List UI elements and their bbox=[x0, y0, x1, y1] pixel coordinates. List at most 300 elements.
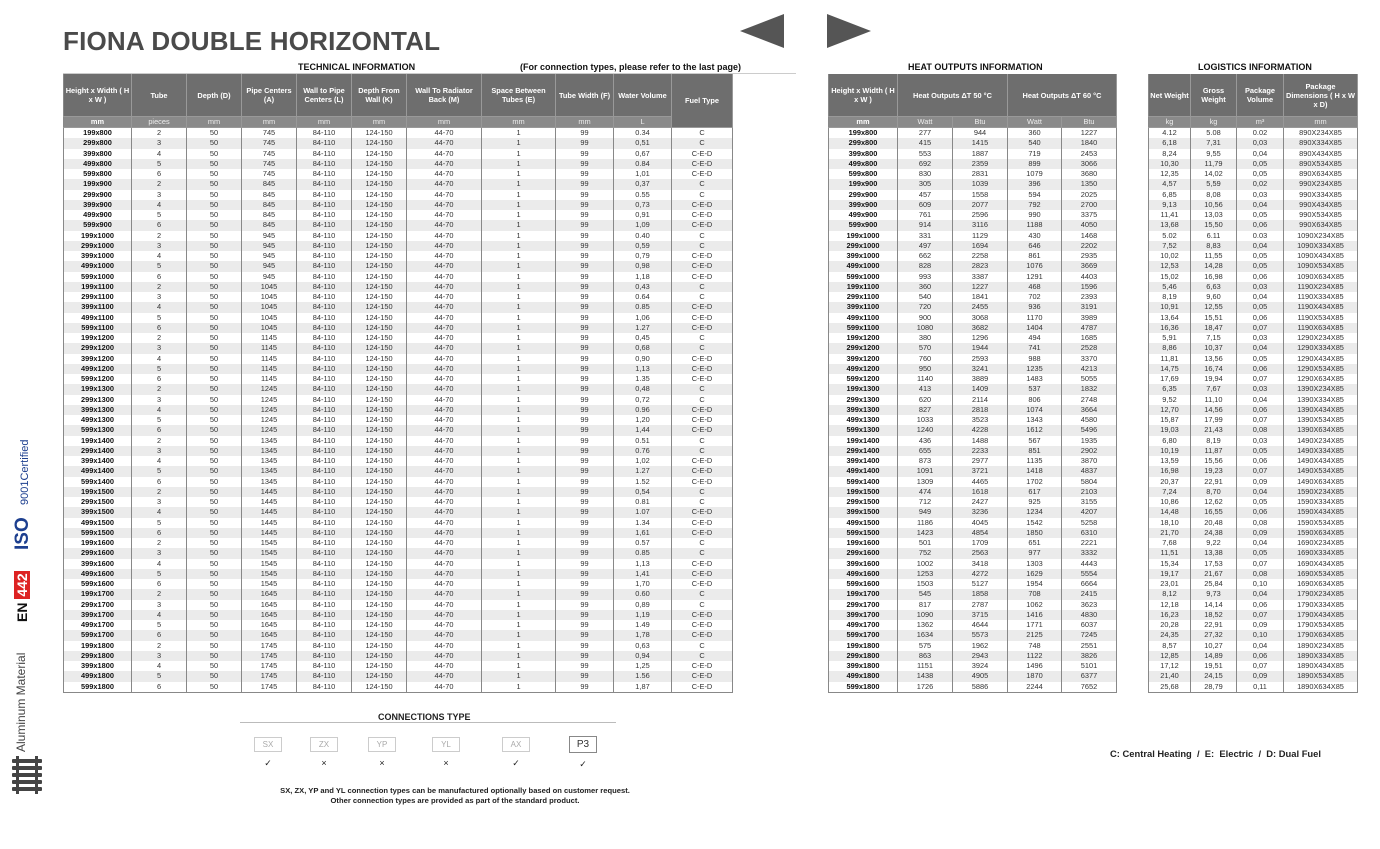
table-cell: 0,05 bbox=[1237, 251, 1284, 261]
table-cell: 3 bbox=[132, 395, 187, 405]
table-row bbox=[1149, 651, 1358, 661]
table-row bbox=[1149, 456, 1358, 466]
table-cell: C-E-D bbox=[672, 477, 733, 487]
table-cell: 545 bbox=[898, 589, 953, 599]
table-cell: 1303 bbox=[1008, 559, 1062, 569]
table-cell: 1 bbox=[482, 405, 556, 415]
table-cell: 22,91 bbox=[1191, 620, 1237, 630]
table-cell: 1140 bbox=[898, 374, 953, 384]
table-cell: 199x1800 bbox=[64, 641, 132, 651]
table-cell: 299x1200 bbox=[64, 343, 132, 353]
table-row bbox=[829, 251, 1117, 261]
table-cell: 99 bbox=[556, 374, 614, 384]
table-cell: 50 bbox=[187, 282, 242, 292]
table-cell: 50 bbox=[187, 641, 242, 651]
table-cell: 3 bbox=[132, 343, 187, 353]
triangle-right-icon[interactable] bbox=[827, 14, 871, 48]
table-cell: 1445 bbox=[242, 497, 297, 507]
table-cell: 1.56 bbox=[614, 671, 672, 681]
table-cell: 1 bbox=[482, 671, 556, 681]
table-cell: 399x1100 bbox=[829, 302, 898, 312]
table-cell: 124-150 bbox=[352, 395, 407, 405]
table-cell: 84-110 bbox=[297, 159, 352, 169]
en442-logo bbox=[14, 571, 30, 622]
table-cell: 1290X434X85 bbox=[1284, 354, 1358, 364]
table-cell: 44-70 bbox=[407, 200, 482, 210]
table-cell: 1890X634X85 bbox=[1284, 682, 1358, 693]
table-cell: 1145 bbox=[242, 333, 297, 343]
table-cell: 50 bbox=[187, 354, 242, 364]
table-cell: 1590X234X85 bbox=[1284, 487, 1358, 497]
table-row bbox=[1149, 251, 1358, 261]
table-cell: 50 bbox=[187, 190, 242, 200]
table-cell: 499x1400 bbox=[64, 466, 132, 476]
table-cell: 84-110 bbox=[297, 231, 352, 241]
table-cell: 1235 bbox=[1008, 364, 1062, 374]
table-cell: 28,79 bbox=[1191, 682, 1237, 693]
table-cell: 20,48 bbox=[1191, 518, 1237, 528]
triangle-left-icon[interactable] bbox=[740, 14, 784, 48]
table-cell: 0.81 bbox=[614, 497, 672, 507]
table-cell: 84-110 bbox=[297, 292, 352, 302]
table-cell: 10,19 bbox=[1149, 446, 1191, 456]
table-cell: 1 bbox=[482, 651, 556, 661]
table-cell: 99 bbox=[556, 682, 614, 693]
table-cell: C-E-D bbox=[672, 559, 733, 569]
table-cell: 1129 bbox=[953, 231, 1008, 241]
table-cell: 99 bbox=[556, 343, 614, 353]
table-cell: 2453 bbox=[1062, 149, 1117, 159]
table-cell: 13,56 bbox=[1191, 354, 1237, 364]
table-cell: 499x900 bbox=[64, 210, 132, 220]
table-cell: 0,09 bbox=[1237, 620, 1284, 630]
table-cell: 570 bbox=[898, 343, 953, 353]
table-cell: 99 bbox=[556, 149, 614, 159]
table-cell: 50 bbox=[187, 149, 242, 159]
table-cell: 1690X334X85 bbox=[1284, 548, 1358, 558]
table-cell: C bbox=[672, 138, 733, 148]
unit-kg: kg bbox=[1149, 117, 1191, 128]
table-cell: 399x1400 bbox=[64, 456, 132, 466]
table-cell: 50 bbox=[187, 538, 242, 548]
table-row bbox=[64, 374, 733, 384]
table-row bbox=[1149, 620, 1358, 630]
table-cell: 993 bbox=[898, 272, 953, 282]
table-cell: 299x1200 bbox=[829, 343, 898, 353]
table-cell: 745 bbox=[242, 149, 297, 159]
table-row bbox=[829, 477, 1117, 487]
connections-note bbox=[240, 786, 670, 806]
table-cell: 0,05 bbox=[1237, 210, 1284, 220]
table-cell: 1190X634X85 bbox=[1284, 323, 1358, 333]
table-row bbox=[1149, 333, 1358, 343]
table-cell: 599x1400 bbox=[829, 477, 898, 487]
connection-p3 bbox=[563, 734, 603, 770]
table-cell: 599x1500 bbox=[829, 528, 898, 538]
table-cell: 50 bbox=[187, 333, 242, 343]
table-cell: C-E-D bbox=[672, 261, 733, 271]
table-cell: 2700 bbox=[1062, 200, 1117, 210]
table-cell: 50 bbox=[187, 200, 242, 210]
table-row bbox=[829, 200, 1117, 210]
cross-icon: × bbox=[443, 758, 449, 768]
table-cell: 50 bbox=[187, 241, 242, 251]
table-row bbox=[1149, 190, 1358, 200]
connections-title: CONNECTIONS TYPE bbox=[378, 712, 471, 722]
table-cell: C-E-D bbox=[672, 354, 733, 364]
table-cell: 4 bbox=[132, 507, 187, 517]
table-cell: 4 bbox=[132, 559, 187, 569]
table-cell: 1045 bbox=[242, 313, 297, 323]
table-cell: 817 bbox=[898, 600, 953, 610]
table-cell: 50 bbox=[187, 456, 242, 466]
iso-cert-label: 9001Certified bbox=[19, 439, 31, 505]
table-cell: 745 bbox=[242, 169, 297, 179]
table-cell: 1033 bbox=[898, 415, 953, 425]
table-cell: C-E-D bbox=[672, 364, 733, 374]
table-cell: 11,10 bbox=[1191, 395, 1237, 405]
table-cell: 84-110 bbox=[297, 671, 352, 681]
table-cell: 1390X434X85 bbox=[1284, 405, 1358, 415]
table-cell: C bbox=[672, 241, 733, 251]
table-cell: 3989 bbox=[1062, 313, 1117, 323]
table-cell: C bbox=[672, 436, 733, 446]
table-row bbox=[64, 600, 733, 610]
table-cell: 0,06 bbox=[1237, 313, 1284, 323]
table-row bbox=[829, 518, 1117, 528]
table-cell: 44-70 bbox=[407, 548, 482, 558]
table-cell: 1415 bbox=[953, 138, 1008, 148]
table-cell: 17,12 bbox=[1149, 661, 1191, 671]
table-cell: 4 bbox=[132, 610, 187, 620]
table-row bbox=[1149, 210, 1358, 220]
table-row bbox=[1149, 395, 1358, 405]
table-cell: 299x1100 bbox=[829, 292, 898, 302]
table-cell: C-E-D bbox=[672, 220, 733, 230]
table-cell: 0,11 bbox=[1237, 682, 1284, 693]
table-cell: 24,35 bbox=[1149, 630, 1191, 640]
table-cell: 3682 bbox=[953, 323, 1008, 333]
table-cell: 99 bbox=[556, 415, 614, 425]
table-cell: 2 bbox=[132, 333, 187, 343]
table-cell: 6 bbox=[132, 169, 187, 179]
table-cell: 599x1100 bbox=[829, 323, 898, 333]
table-cell: 0,48 bbox=[614, 384, 672, 394]
table-cell: 99 bbox=[556, 661, 614, 671]
table-row bbox=[829, 220, 1117, 230]
table-cell: 599x1400 bbox=[64, 477, 132, 487]
table-row bbox=[829, 395, 1117, 405]
table-cell: 863 bbox=[898, 651, 953, 661]
table-cell: 1645 bbox=[242, 589, 297, 599]
table-row bbox=[64, 507, 733, 517]
table-cell: 599x1000 bbox=[64, 272, 132, 282]
table-cell: 5 bbox=[132, 210, 187, 220]
table-cell: 16,98 bbox=[1191, 272, 1237, 282]
table-row bbox=[1149, 169, 1358, 179]
table-cell: 396 bbox=[1008, 179, 1062, 189]
table-cell: 84-110 bbox=[297, 220, 352, 230]
table-cell: 1694 bbox=[953, 241, 1008, 251]
table-cell: 10,30 bbox=[1149, 159, 1191, 169]
table-cell: 1629 bbox=[1008, 569, 1062, 579]
table-cell: 299x1400 bbox=[64, 446, 132, 456]
table-cell: 1 bbox=[482, 302, 556, 312]
table-cell: 8,86 bbox=[1149, 343, 1191, 353]
table-cell: 655 bbox=[898, 446, 953, 456]
table-cell: 1076 bbox=[1008, 261, 1062, 271]
table-cell: 0,03 bbox=[1237, 384, 1284, 394]
table-row bbox=[64, 333, 733, 343]
table-cell: 3236 bbox=[953, 507, 1008, 517]
table-cell: 399x1700 bbox=[829, 610, 898, 620]
table-cell: 299x1500 bbox=[829, 497, 898, 507]
table-cell: 199x1800 bbox=[829, 641, 898, 651]
table-cell: 5 bbox=[132, 159, 187, 169]
table-row bbox=[64, 630, 733, 640]
table-cell: 99 bbox=[556, 528, 614, 538]
table-cell: 1488 bbox=[953, 436, 1008, 446]
table-row bbox=[829, 364, 1117, 374]
table-cell: 99 bbox=[556, 600, 614, 610]
table-cell: 6 bbox=[132, 374, 187, 384]
table-cell: 84-110 bbox=[297, 507, 352, 517]
table-cell: 15,56 bbox=[1191, 456, 1237, 466]
table-row bbox=[1149, 241, 1358, 251]
table-row bbox=[829, 333, 1117, 343]
table-cell: 1 bbox=[482, 477, 556, 487]
table-row bbox=[829, 436, 1117, 446]
table-cell: 3826 bbox=[1062, 651, 1117, 661]
table-cell: 499x800 bbox=[829, 159, 898, 169]
table-cell: 944 bbox=[953, 128, 1008, 139]
table-row bbox=[1149, 415, 1358, 425]
table-cell: 84-110 bbox=[297, 272, 352, 282]
table-cell: 5 bbox=[132, 518, 187, 528]
table-cell: 99 bbox=[556, 200, 614, 210]
unit-mm: mm bbox=[407, 117, 482, 128]
table-cell: 617 bbox=[1008, 487, 1062, 497]
table-cell: 0,43 bbox=[614, 282, 672, 292]
en-label: EN bbox=[14, 602, 30, 622]
table-cell: 1290X534X85 bbox=[1284, 364, 1358, 374]
table-row bbox=[1149, 559, 1358, 569]
table-row bbox=[64, 272, 733, 282]
table-cell: 1245 bbox=[242, 384, 297, 394]
table-cell: 124-150 bbox=[352, 671, 407, 681]
table-cell: 299x900 bbox=[829, 190, 898, 200]
table-cell: 12,55 bbox=[1191, 302, 1237, 312]
col-header-fuel-type: Fuel Type bbox=[672, 74, 733, 128]
table-cell: 1.27 bbox=[614, 323, 672, 333]
connection-diagram-icon: ZX bbox=[310, 737, 338, 752]
table-cell: 99 bbox=[556, 569, 614, 579]
table-row bbox=[1149, 343, 1358, 353]
table-cell: 914 bbox=[898, 220, 953, 230]
table-cell: 99 bbox=[556, 231, 614, 241]
table-cell: 1 bbox=[482, 682, 556, 693]
table-cell: 430 bbox=[1008, 231, 1062, 241]
table-cell: 3 bbox=[132, 138, 187, 148]
table-cell: 1850 bbox=[1008, 528, 1062, 538]
table-cell: 299x1300 bbox=[829, 395, 898, 405]
table-cell: 17,53 bbox=[1191, 559, 1237, 569]
table-cell: 1858 bbox=[953, 589, 1008, 599]
table-cell: 6 bbox=[132, 682, 187, 693]
table-cell: 599x1000 bbox=[829, 272, 898, 282]
table-cell: 84-110 bbox=[297, 210, 352, 220]
table-cell: 11,87 bbox=[1191, 446, 1237, 456]
table-row bbox=[64, 589, 733, 599]
table-cell: 1,09 bbox=[614, 220, 672, 230]
table-cell: 99 bbox=[556, 425, 614, 435]
table-cell: 44-70 bbox=[407, 436, 482, 446]
table-cell: 1122 bbox=[1008, 651, 1062, 661]
table-cell: 1253 bbox=[898, 569, 953, 579]
table-cell: 124-150 bbox=[352, 220, 407, 230]
table-row bbox=[1149, 179, 1358, 189]
table-row bbox=[1149, 436, 1358, 446]
table-cell: 99 bbox=[556, 138, 614, 148]
table-cell: 124-150 bbox=[352, 405, 407, 415]
table-cell: 399x1300 bbox=[829, 405, 898, 415]
table-cell: 1343 bbox=[1008, 415, 1062, 425]
aluminum-material-label: Aluminum Material bbox=[14, 652, 28, 752]
table-cell: 1045 bbox=[242, 302, 297, 312]
table-cell: 99 bbox=[556, 548, 614, 558]
table-row bbox=[1149, 313, 1358, 323]
table-cell: 1423 bbox=[898, 528, 953, 538]
table-cell: 44-70 bbox=[407, 313, 482, 323]
table-cell: 1645 bbox=[242, 610, 297, 620]
table-cell: C-E-D bbox=[672, 579, 733, 589]
table-cell: 99 bbox=[556, 589, 614, 599]
table-cell: 890X434X85 bbox=[1284, 149, 1358, 159]
table-cell: 124-150 bbox=[352, 282, 407, 292]
table-cell: 7,68 bbox=[1149, 538, 1191, 548]
table-cell: 50 bbox=[187, 487, 242, 497]
table-cell: 24,38 bbox=[1191, 528, 1237, 538]
table-cell: 1,78 bbox=[614, 630, 672, 640]
table-cell: 1145 bbox=[242, 364, 297, 374]
table-cell: 20,28 bbox=[1149, 620, 1191, 630]
table-row bbox=[829, 128, 1117, 139]
table-cell: 0,05 bbox=[1237, 354, 1284, 364]
table-cell: 44-70 bbox=[407, 651, 482, 661]
table-cell: C-E-D bbox=[672, 159, 733, 169]
col-header-net-weight: Net Weight bbox=[1149, 74, 1191, 117]
table-cell: 6.11 bbox=[1191, 231, 1237, 241]
table-cell: 0,05 bbox=[1237, 548, 1284, 558]
table-cell: 84-110 bbox=[297, 395, 352, 405]
connection-diagram-icon: YP bbox=[368, 737, 396, 752]
table-cell: 299x800 bbox=[829, 138, 898, 148]
table-cell: 99 bbox=[556, 538, 614, 548]
table-cell: 8,19 bbox=[1149, 292, 1191, 302]
table-cell: 5 bbox=[132, 313, 187, 323]
table-cell: 124-150 bbox=[352, 630, 407, 640]
table-cell: 44-70 bbox=[407, 343, 482, 353]
table-cell: 1145 bbox=[242, 354, 297, 364]
table-cell: 1080 bbox=[898, 323, 953, 333]
table-cell: 50 bbox=[187, 661, 242, 671]
table-cell: 15,02 bbox=[1149, 272, 1191, 282]
table-cell: 3332 bbox=[1062, 548, 1117, 558]
table-cell: 1702 bbox=[1008, 477, 1062, 487]
table-cell: 0,03 bbox=[1237, 333, 1284, 343]
table-cell: 0,04 bbox=[1237, 589, 1284, 599]
table-cell: 861 bbox=[1008, 251, 1062, 261]
table-cell: 44-70 bbox=[407, 190, 482, 200]
table-cell: 124-150 bbox=[352, 354, 407, 364]
table-cell: 2077 bbox=[953, 200, 1008, 210]
table-cell: 2823 bbox=[953, 261, 1008, 271]
table-cell: 1,25 bbox=[614, 661, 672, 671]
table-cell: 99 bbox=[556, 446, 614, 456]
table-cell: 899 bbox=[1008, 159, 1062, 169]
table-cell: 11,51 bbox=[1149, 548, 1191, 558]
table-cell: 99 bbox=[556, 220, 614, 230]
table-cell: 1 bbox=[482, 436, 556, 446]
table-cell: 124-150 bbox=[352, 641, 407, 651]
table-cell: 84-110 bbox=[297, 333, 352, 343]
table-cell: C-E-D bbox=[672, 405, 733, 415]
table-cell: 84-110 bbox=[297, 651, 352, 661]
iso-logo: ISO bbox=[12, 517, 33, 550]
table-cell: 16,55 bbox=[1191, 507, 1237, 517]
table-row bbox=[1149, 610, 1358, 620]
table-row bbox=[829, 323, 1117, 333]
table-cell: 1.34 bbox=[614, 518, 672, 528]
table-row bbox=[64, 425, 733, 435]
table-cell: 890X234X85 bbox=[1284, 128, 1358, 139]
table-cell: 84-110 bbox=[297, 610, 352, 620]
table-cell: 124-150 bbox=[352, 261, 407, 271]
table-row bbox=[829, 149, 1117, 159]
table-cell: 19,51 bbox=[1191, 661, 1237, 671]
table-cell: 44-70 bbox=[407, 569, 482, 579]
table-cell: 84-110 bbox=[297, 200, 352, 210]
table-cell: 3 bbox=[132, 548, 187, 558]
table-cell: 0,94 bbox=[614, 651, 672, 661]
table-cell: 1362 bbox=[898, 620, 953, 630]
table-cell: 1,13 bbox=[614, 559, 672, 569]
table-cell: 44-70 bbox=[407, 538, 482, 548]
table-cell: 8,24 bbox=[1149, 149, 1191, 159]
unit-mm: mm bbox=[482, 117, 556, 128]
table-cell: 599x1100 bbox=[64, 323, 132, 333]
table-cell: C bbox=[672, 589, 733, 599]
table-cell: 124-150 bbox=[352, 589, 407, 599]
table-cell: 16,98 bbox=[1149, 466, 1191, 476]
table-cell: 1944 bbox=[953, 343, 1008, 353]
table-cell: 1390X634X85 bbox=[1284, 425, 1358, 435]
table-cell: C-E-D bbox=[672, 620, 733, 630]
table-cell: 44-70 bbox=[407, 333, 482, 343]
table-cell: 702 bbox=[1008, 292, 1062, 302]
table-cell: C-E-D bbox=[672, 425, 733, 435]
connection-zx bbox=[304, 734, 344, 768]
table-cell: 5804 bbox=[1062, 477, 1117, 487]
table-cell: 0,68 bbox=[614, 343, 672, 353]
col-header-space-between: Space Between Tubes (E) bbox=[482, 74, 556, 117]
table-cell: 1 bbox=[482, 231, 556, 241]
table-cell: 1 bbox=[482, 220, 556, 230]
table-cell: 199x1600 bbox=[829, 538, 898, 548]
table-cell: 890X534X85 bbox=[1284, 159, 1358, 169]
table-cell: 1291 bbox=[1008, 272, 1062, 282]
table-cell: 3721 bbox=[953, 466, 1008, 476]
